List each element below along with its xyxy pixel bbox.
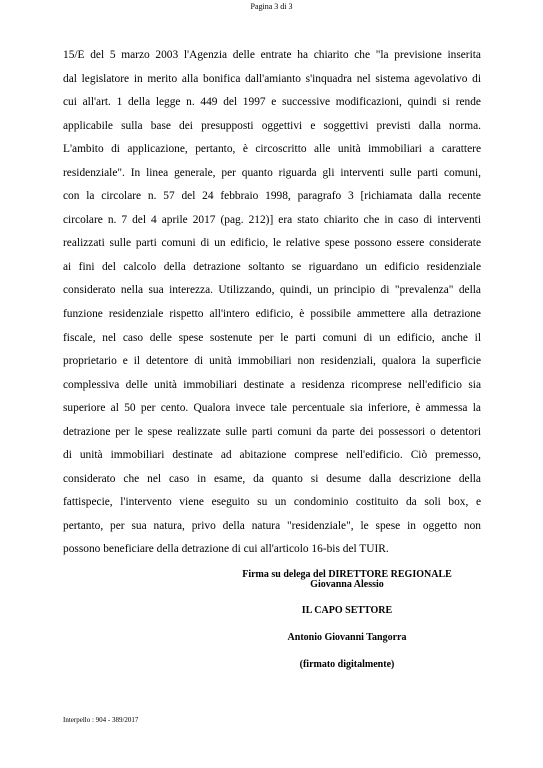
body-line: realizzati sulle parti comuni di un edificio, le relative spese possono essere considerate bbox=[63, 237, 481, 250]
body-line: fattispecie, l'intervento viene eseguito su un condominio costituito da soli box, e bbox=[63, 496, 481, 509]
body-line: ai fini del calcolo della detrazione soltanto se riguardano un edificio residenziale bbox=[63, 260, 481, 273]
body-paragraph bbox=[63, 44, 481, 562]
signature-name: Antonio Giovanni Tangorra bbox=[287, 632, 407, 643]
body-line: funzione residenziale rispetto all'intero edificio, è possibile ammettere alla detrazione bbox=[63, 308, 481, 321]
body-line: detrazione per le spese realizzate sulle parti comuni da parte dei possessori o detentori bbox=[63, 425, 481, 438]
body-line: superiore al 50 per cento. Qualora invece tale percentuale sia inferiore, è ammessa la bbox=[63, 402, 481, 415]
body-line: considerato che nel caso in esame, da quanto si desume dalla descrizione della bbox=[63, 472, 481, 485]
footer-reference: Interpello : 904 - 389/2017 bbox=[63, 716, 139, 724]
body-line: residenziale". In linea generale, per quanto riguarda gli interventi sulle parti comuni, bbox=[63, 166, 481, 179]
body-line: di unità immobiliari destinate ad abitazione comprese nell'edificio. Ciò premesso, bbox=[63, 449, 481, 462]
body-line: L'ambito di applicazione, pertanto, è circoscritto alle unità immobiliari a carattere bbox=[63, 143, 481, 156]
body-line: proprietario e il detentore di unità immobiliari non residenziali, qualora la superficie bbox=[63, 355, 481, 368]
page-number: Pagina 3 di 3 bbox=[250, 2, 293, 11]
body-line: cui all'art. 1 della legge n. 449 del 1997 e successive modificazioni, quindi si rende bbox=[63, 96, 481, 109]
body-line: possono beneficiare della detrazione di cui all'articolo 16-bis del TUIR. bbox=[63, 543, 389, 556]
body-line: fiscale, nel caso delle spese sostenute per le parti comuni di un edificio, anche il bbox=[63, 331, 481, 344]
signature-role: IL CAPO SETTORE bbox=[301, 605, 393, 616]
body-line: con la circolare n. 57 del 24 febbraio 1998, paragrafo 3 [richiamata dalla recente bbox=[63, 190, 481, 203]
body-line: considerato nella sua interezza. Utilizzando, quindi, un principio di "prevalenza" della bbox=[63, 284, 481, 297]
body-line: circolare n. 7 del 4 aprile 2017 (pag. 212)] era stato chiarito che in caso di interventi bbox=[63, 213, 481, 226]
signature-delegation: Firma su delega del DIRETTORE REGIONALE bbox=[242, 569, 452, 580]
body-line: dal legislatore in merito alla bonifica dall'amianto s'inquadra nel sistema agevolativo di bbox=[63, 72, 481, 85]
signature-director-name: Giovanna Alessio bbox=[310, 579, 384, 590]
body-line: applicabile sulla base dei presupposti oggettivi e soggettivi previsti dalla norma. bbox=[63, 119, 481, 132]
signature-digital-note: (firmato digitalmente) bbox=[299, 659, 395, 670]
body-line: pertanto, per sua natura, privo della natura "residenziale", le spese in oggetto non bbox=[63, 519, 481, 532]
body-line: complessiva delle unità immobiliari destinate a residenza ricomprese nell'edificio sia bbox=[63, 378, 481, 391]
body-line: 15/E del 5 marzo 2003 l'Agenzia delle entrate ha chiarito che "la previsione inserita bbox=[63, 49, 481, 61]
